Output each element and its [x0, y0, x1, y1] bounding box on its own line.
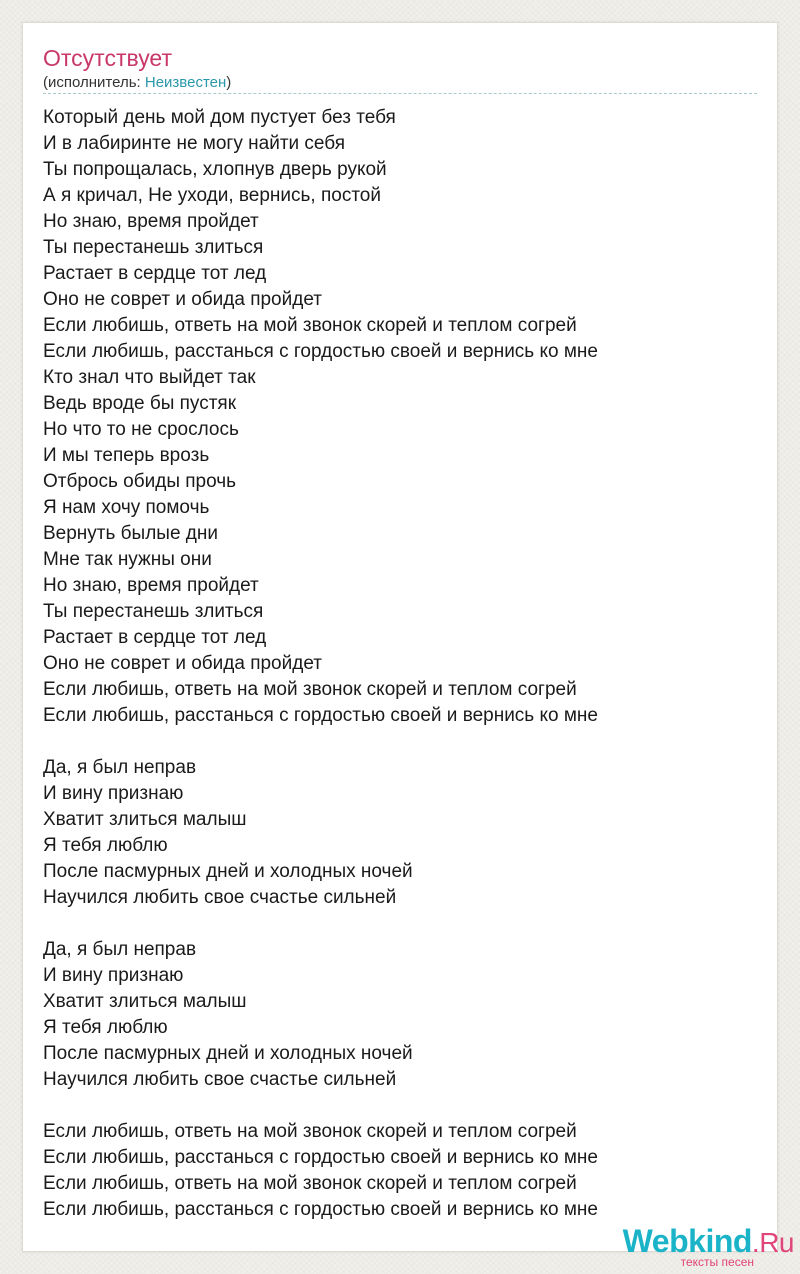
title-divider — [43, 93, 757, 94]
lyric-line: Я тебя люблю — [43, 1017, 168, 1038]
lyric-line: Отбрось обиды прочь — [43, 471, 237, 492]
artist-suffix: ) — [226, 74, 232, 91]
lyric-line: Ведь вроде бы пустяк — [43, 393, 237, 414]
lyric-line: Мне так нужны они — [43, 549, 212, 570]
lyric-line: И в лабиринте не могу найти себя — [43, 133, 346, 154]
watermark-logo — [623, 1225, 794, 1257]
lyric-line: Если любишь, ответь на мой звонок скорей и теплом согрей — [43, 1121, 577, 1142]
watermark-tagline: тексты песен — [680, 1255, 754, 1269]
lyric-line: И вину признаю — [43, 965, 184, 986]
artist-line — [43, 73, 231, 93]
lyric-line: Я нам хочу помочь — [43, 497, 210, 518]
lyric-line: Если любишь, ответь на мой звонок скорей и теплом согрей — [43, 1173, 577, 1194]
song-title: Отсутствует — [43, 45, 172, 71]
lyric-line: Оно не соврет и обида пройдет — [43, 653, 322, 674]
lyrics-card — [22, 22, 778, 1252]
lyric-line: После пасмурных дней и холодных ночей — [43, 861, 413, 882]
lyric-line: Если любишь, расстанься с гордостью своей и вернись ко мне — [43, 1199, 598, 1220]
lyric-line: Научился любить свое счастье сильней — [43, 1069, 397, 1090]
stanza-break — [43, 911, 763, 937]
lyric-line: Да, я был неправ — [43, 757, 197, 778]
lyric-line: Вернуть былые дни — [43, 523, 218, 544]
watermark-tld: .Ru — [751, 1227, 794, 1258]
artist-prefix: (исполнитель: — [43, 74, 145, 91]
lyric-line: Если любишь, расстанься с гордостью своей и вернись ко мне — [43, 341, 598, 362]
lyric-line: Который день мой дом пустует без тебя — [43, 107, 396, 128]
lyric-line: Но знаю, время пройдет — [43, 575, 259, 596]
lyric-line: Ты перестанешь злиться — [43, 237, 264, 258]
lyric-line: Но что то не срослось — [43, 419, 239, 440]
lyric-line: Если любишь, ответь на мой звонок скорей и теплом согрей — [43, 315, 577, 336]
lyric-line: И вину признаю — [43, 783, 184, 804]
lyric-line: Если любишь, расстанься с гордостью своей и вернись ко мне — [43, 705, 598, 726]
lyric-line: Ты перестанешь злиться — [43, 601, 264, 622]
lyric-line: Растает в сердце тот лед — [43, 627, 267, 648]
lyric-line: А я кричал, Не уходи, вернись, постой — [43, 185, 381, 206]
artist-link[interactable]: Неизвестен — [144, 74, 227, 91]
lyric-line: Кто знал что выйдет так — [43, 367, 256, 388]
lyric-line: Растает в сердце тот лед — [43, 263, 267, 284]
lyrics-list — [43, 105, 763, 1223]
lyric-line: Я тебя люблю — [43, 835, 168, 856]
lyric-line: Хватит злиться малыш — [43, 809, 247, 830]
site-watermark — [623, 1225, 794, 1268]
lyric-line: Если любишь, расстанься с гордостью своей и вернись ко мне — [43, 1147, 598, 1168]
lyric-line: Ты попрощалась, хлопнув дверь рукой — [43, 159, 387, 180]
lyric-line: Оно не соврет и обида пройдет — [43, 289, 322, 310]
stanza-break — [43, 1093, 763, 1119]
watermark-brand: Webkind — [622, 1223, 752, 1259]
lyric-line: И мы теперь врозь — [43, 445, 210, 466]
lyric-line: Хватит злиться малыш — [43, 991, 247, 1012]
lyric-line: Если любишь, ответь на мой звонок скорей и теплом согрей — [43, 679, 577, 700]
lyric-line: Да, я был неправ — [43, 939, 197, 960]
lyric-line: После пасмурных дней и холодных ночей — [43, 1043, 413, 1064]
lyric-line: Но знаю, время пройдет — [43, 211, 259, 232]
stanza-break — [43, 729, 763, 755]
lyric-line: Научился любить свое счастье сильней — [43, 887, 397, 908]
